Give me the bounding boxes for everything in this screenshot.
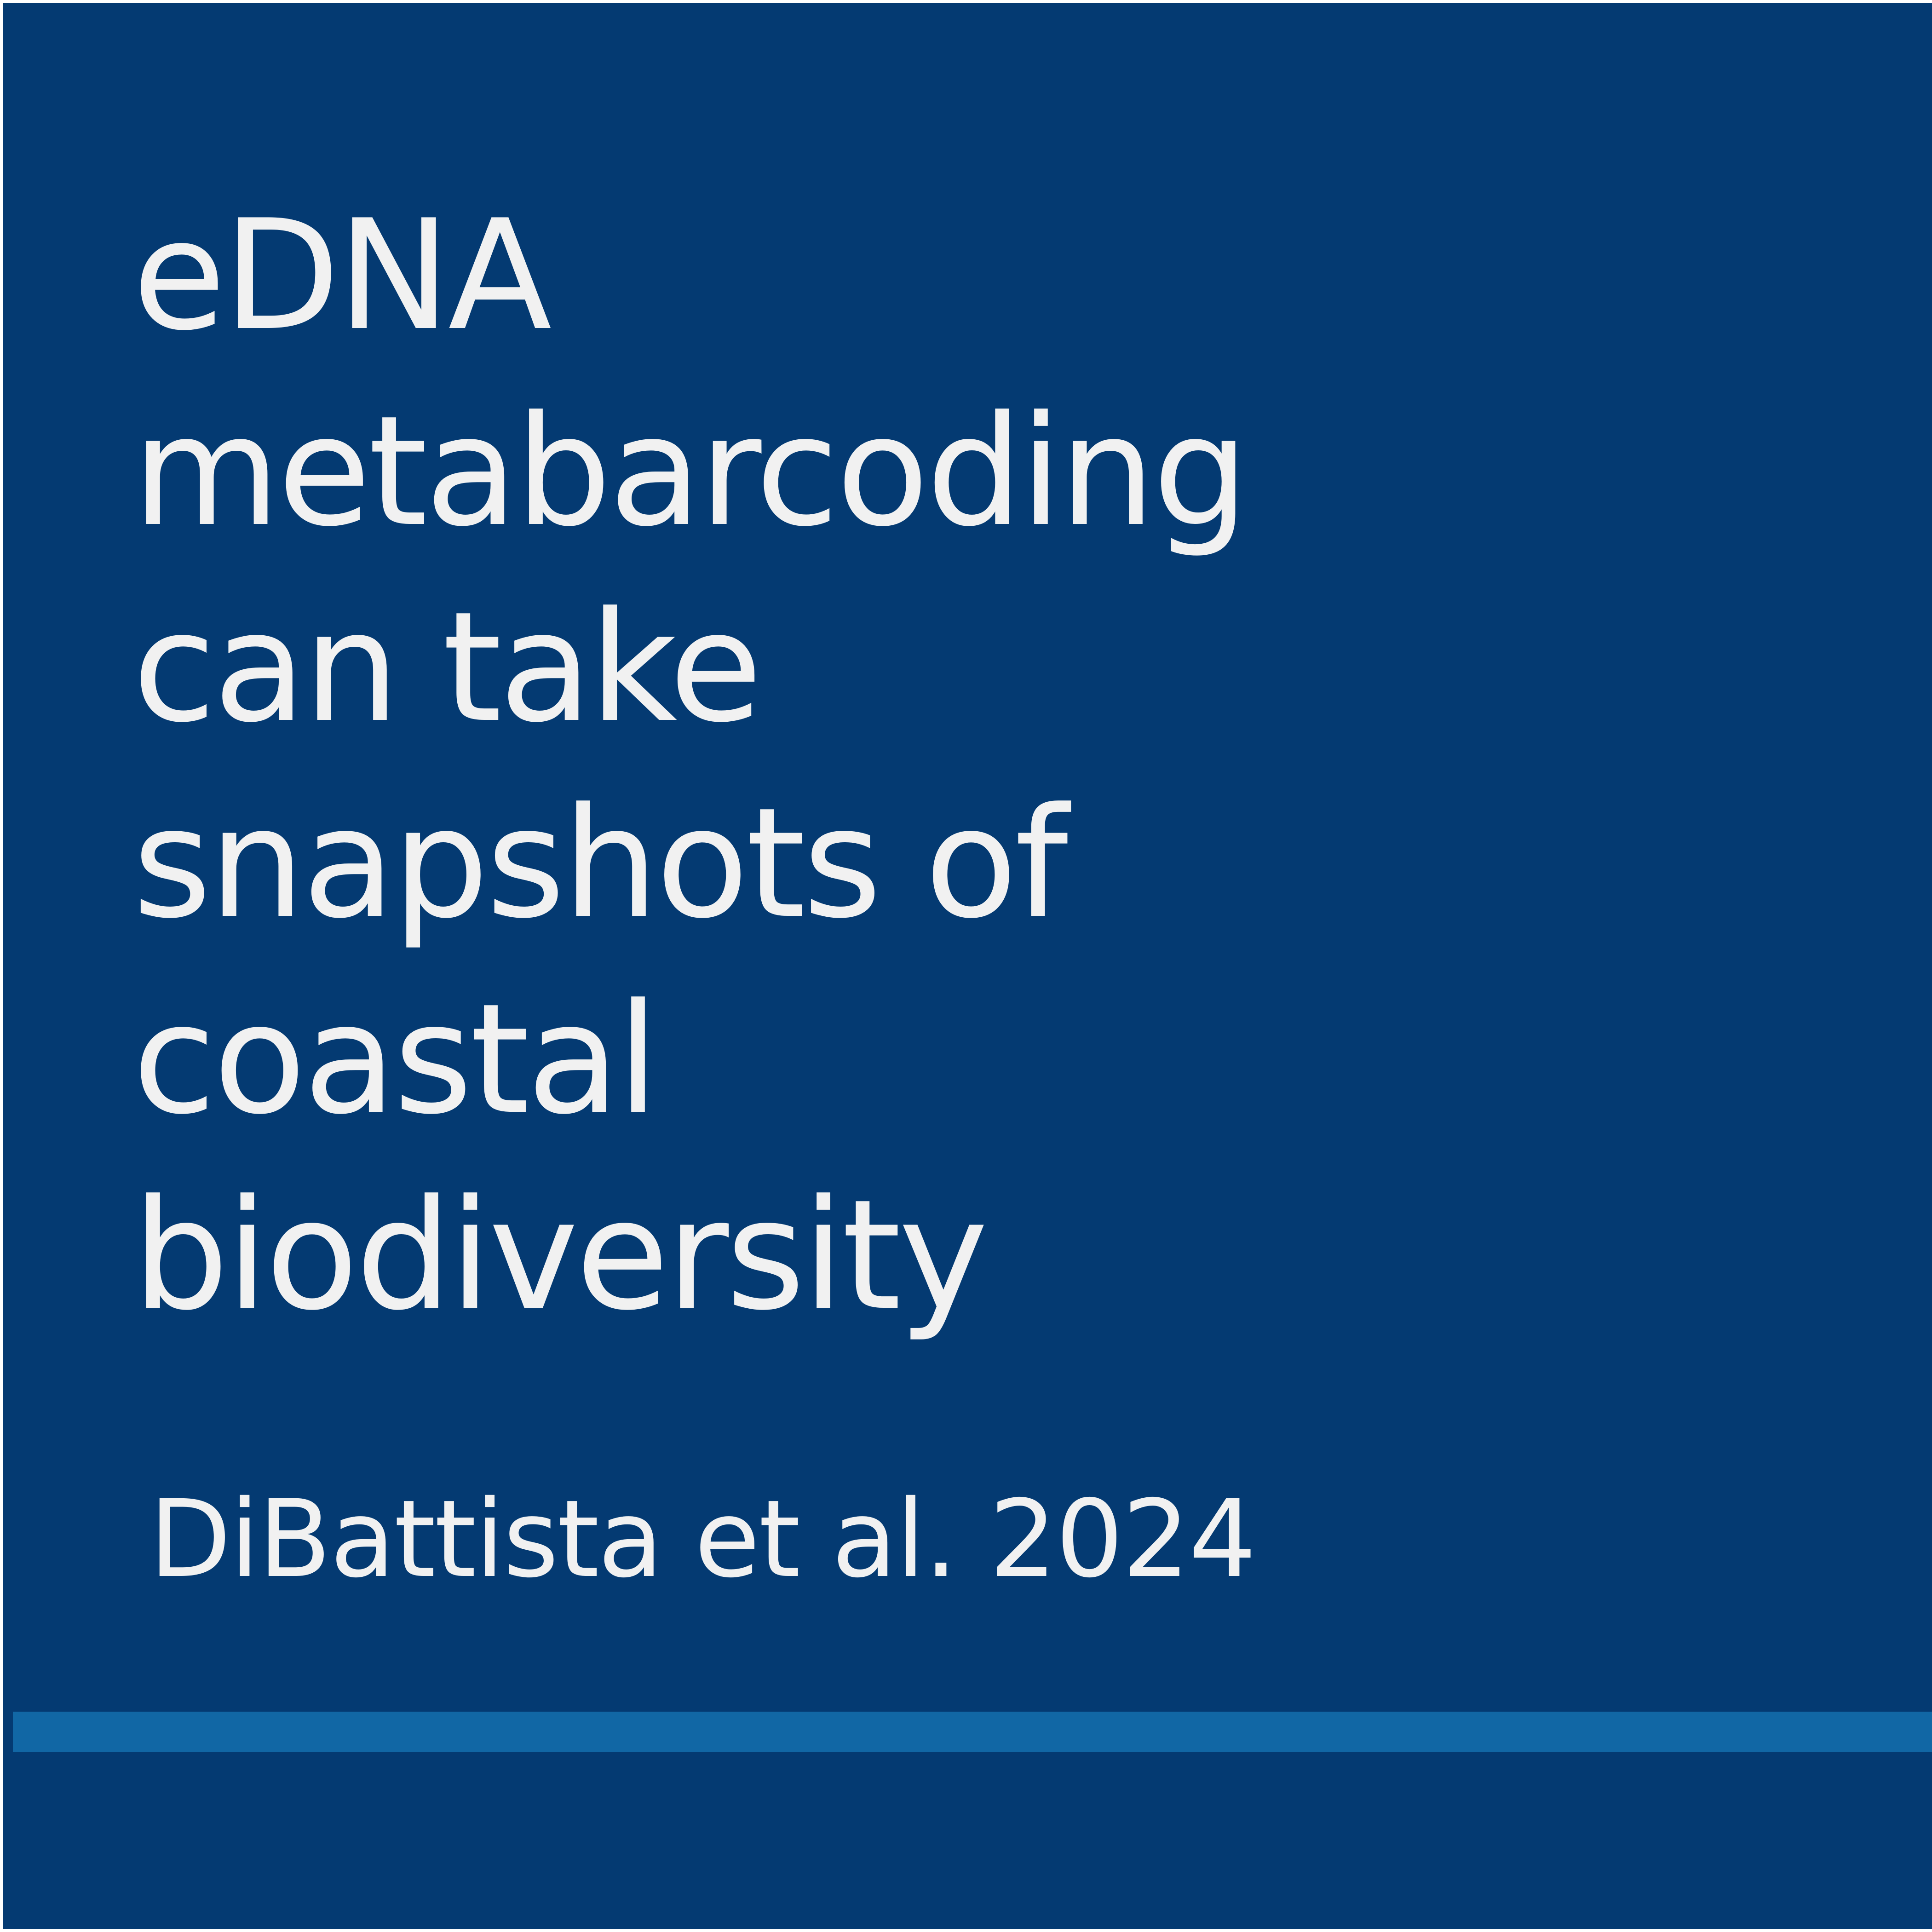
headline-line: coastal (132, 971, 656, 1148)
accent-bar (13, 1712, 1932, 1752)
headline-line: can take (132, 579, 760, 756)
headline (132, 178, 1788, 1353)
headline-line: metabarcoding (132, 383, 1247, 560)
headline-line: snapshots of (132, 775, 1066, 952)
headline-line: biodiversity (132, 1167, 986, 1344)
citation: DiBattista et al. 2024 (149, 1477, 1255, 1601)
headline-line: eDNA (132, 187, 549, 364)
